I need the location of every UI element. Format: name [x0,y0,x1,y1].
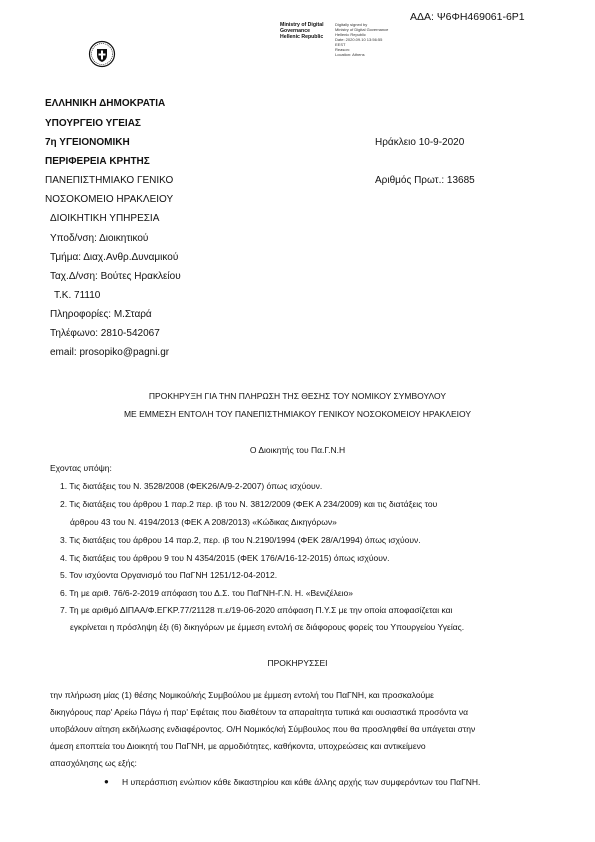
proclaim-heading: ΠΡΟΚΗΡΥΣΣΕΙ [267,658,328,668]
header-health-region: 7η ΥΓΕΙΟΝΟΜΙΚΗ [45,137,130,148]
signature-detail: Date: 2020.09.10 13:56:55 [335,37,383,42]
bullet-icon: ● [104,777,109,786]
list-item-continuation: άρθρου 43 του Ν. 4194/2013 (ΦΕΚ Α 208/2013) «Κώδικας Δικηγόρων» [70,517,337,527]
signature-detail: Ministry of Digital Governance [335,27,389,32]
header-postcode: Τ.Κ. 71110 [54,290,101,301]
header-hospital-2: ΝΟΣΟΚΟΜΕΙΟ ΗΡΑΚΛΕΙΟΥ [45,194,174,205]
having-considered: Εχοντας υπόψη: [50,463,112,473]
signature-detail: Location: Athens [335,52,365,57]
body-paragraph: υποβάλουν αίτηση εκδήλωσης ενδιαφέροντος. Ο/Η Νομικός/κή Σύμβουλος που θα προσληφθεί θα υπάγεται στην [50,724,476,734]
list-item: 2. Τις διατάξεις του άρθρου 1 παρ.2 περ. ιβ του Ν. 3812/2009 (ΦΕΚ Α 234/2009) και τις διατάξεις του [60,499,438,509]
list-item: 6. Τη με αριθ. 76/6-2-2019 απόφαση του Δ.Σ. του ΠαΓΝΗ-Γ.Ν. Η. «Βενιζέλειο» [60,588,353,598]
header-address: Ταχ.Δ/νση: Βούτες Ηρακλείου [50,271,181,282]
body-paragraph: την πλήρωση μίας (1) θέσης Νομικού/κής Συμβούλου με έμμεση εντολή του ΠαΓΝΗ, και προσκαλούμε [50,690,434,700]
header-info: Πληροφορίες: Μ.Σταρά [50,309,152,320]
signature-detail: Reason: [335,47,350,52]
body-paragraph: απασχόλησης ως εξής: [50,758,137,768]
list-item: 5. Τον ισχύοντα Οργανισμό του ΠαΓΝΗ 1251/12-04-2012. [60,570,278,580]
header-region-crete: ΠΕΡΙΦΕΡΕΙΑ ΚΡΗΤΗΣ [45,156,150,167]
signature-line: Ministry of Digital [280,22,324,28]
document-date: Ηράκλειο 10-9-2020 [375,137,465,148]
header-email: email: prosopiko@pagni.gr [50,347,170,358]
protocol-number: Αριθμός Πρωτ.: 13685 [375,175,475,186]
director-heading: Ο Διοικητής του Πα.Γ.Ν.Η [249,445,346,455]
digital-signature-block [280,22,324,41]
list-item: 3. Τις διατάξεις του άρθρου 14 παρ.2, περ. ιβ του Ν.2190/1994 (ΦΕΚ 28/Α/1994) όπως ισχύουν. [60,535,421,545]
list-item: 7. Τη με αριθμό ΔΙΠΑΑ/Φ.ΕΓΚΡ.77/21128 π.ε/19-06-2020 απόφαση Π.Υ.Σ με την οποία αποφασίζεται και [60,605,453,615]
header-department: Τμήμα: Διαχ.Ανθρ.Δυναμικού [50,252,179,263]
header-hospital-1: ΠΑΝΕΠΙΣΤΗΜΙΑΚΟ ΓΕΝΙΚΟ [45,175,174,186]
body-paragraph: δικηγόρους παρ' Αρείω Πάγω ή παρ' Εφέταις που διαθέτουν τα απαραίτητα τυπικά και ουσιαστικά προσόντα να [50,707,469,717]
list-item-continuation: εγκρίνεται η πρόσληψη έξι (6) δικηγόρων με έμμεση εντολή σε διάφορους φορείς του Υπουργείου Υγείας. [70,622,465,632]
signature-line: Hellenic Republic [280,34,324,41]
signature-details [335,22,388,57]
signature-line: Governance [280,28,310,35]
title-line-2: ΜΕ ΕΜΜΕΣΗ ΕΝΤΟΛΗ ΤΟΥ ΠΑΝΕΠΙΣΤΗΜΙΑΚΟΥ ΓΕΝΙΚΟΥ ΝΟΣΟΚΟΜΕΙΟΥ ΗΡΑΚΛΕΙΟΥ [123,409,472,419]
header-republic: ΕΛΛΗΝΙΚΗ ΔΗΜΟΚΡΑΤΙΑ [45,98,166,109]
bullet-item: Η υπεράσπιση ενώπιον κάθε δικαστηρίου και κάθε άλλης αρχής των συμφερόντων του ΠαΓΝΗ. [122,777,481,787]
header-subdivision: Υποδ/νση: Διοικητικού [50,233,149,244]
signature-detail: EEST [335,42,346,47]
header-ministry: ΥΠΟΥΡΓΕΙΟ ΥΓΕΙΑΣ [45,118,141,129]
body-paragraph: άμεση εποπτεία του Διοικητή του ΠαΓΝΗ, με αρμοδιότητες, καθήκοντα, υποχρεώσεις και αντικείμενο [50,741,426,751]
ada-number: ΑΔΑ: Ψ6ΦΗ469061-6Ρ1 [410,11,525,23]
list-item: 4. Τις διατάξεις του άρθρου 9 του Ν 4354/2015 (ΦΕΚ 176/Α/16-12-2015) όπως ισχύουν. [60,553,390,563]
header-phone: Τηλέφωνο: 2810-542067 [50,328,160,339]
title-line-1: ΠΡΟΚΗΡΥΞΗ ΓΙΑ ΤΗΝ ΠΛΗΡΩΣΗ ΤΗΣ ΘΕΣΗΣ ΤΟΥ ΝΟΜΙΚΟΥ ΣΥΜΒΟΥΛΟΥ [148,391,447,401]
list-item: 1. Τις διατάξεις του Ν. 3528/2008 (ΦΕΚ26/Α/9-2-2007) όπως ισχύουν. [60,481,323,491]
signature-detail: Hellenic Republic [335,32,366,37]
greek-coat-of-arms-icon [88,40,116,68]
header-admin-service: ΔΙΟΙΚΗΤΙΚΗ ΥΠΗΡΕΣΙΑ [50,213,160,224]
signature-detail: Digitally signed by [335,22,368,27]
